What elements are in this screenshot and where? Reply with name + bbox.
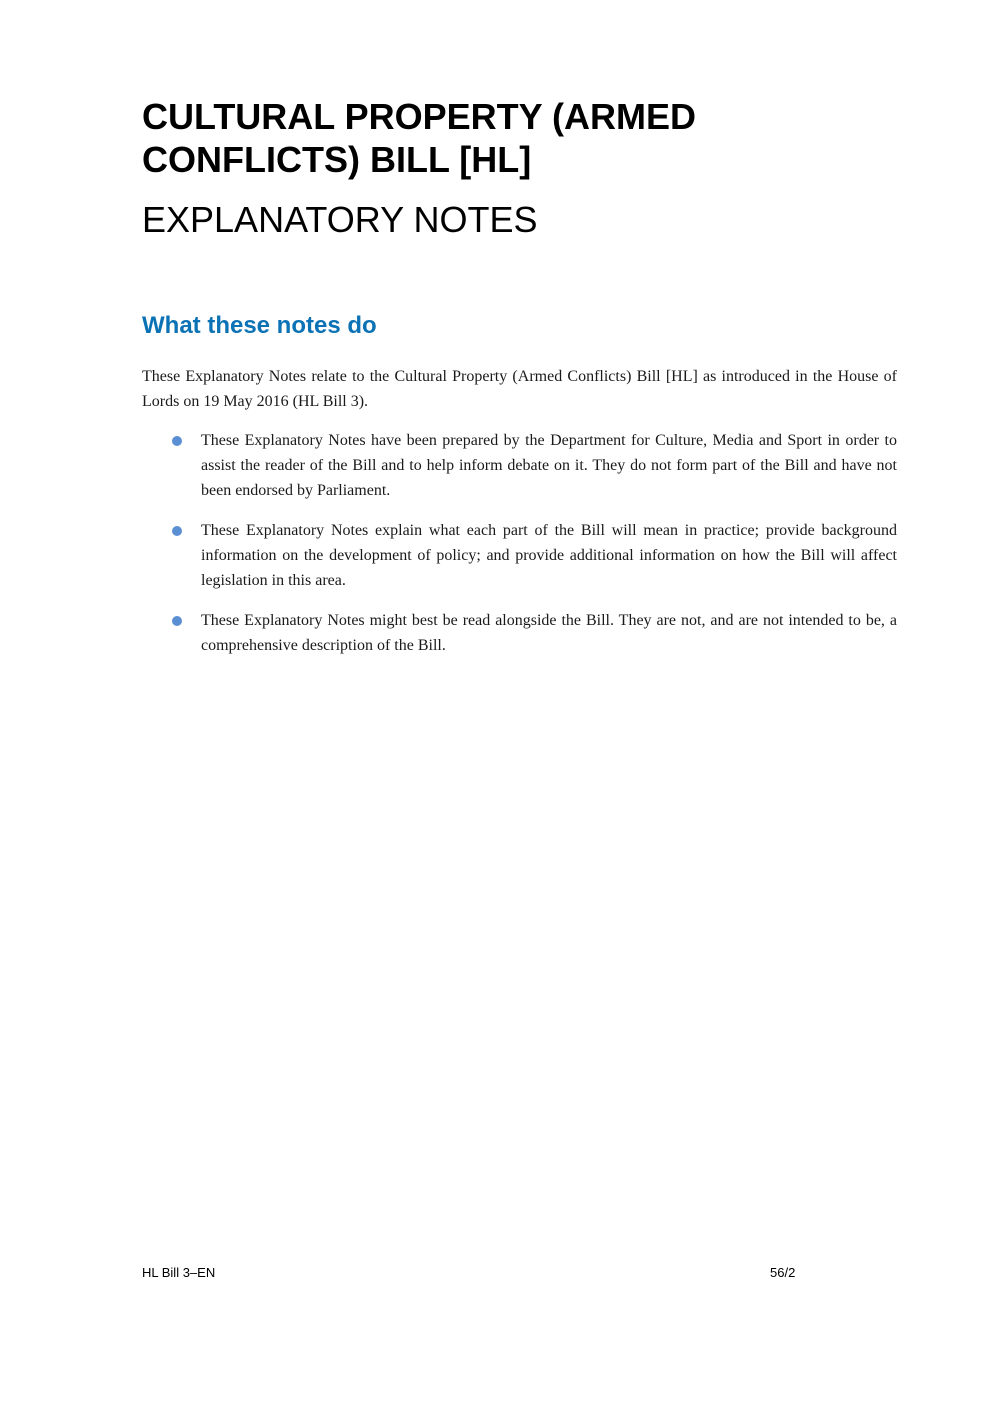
bullet-list xyxy=(142,428,897,673)
footer-page-code: 56/2 xyxy=(770,1265,796,1280)
section-heading: What these notes do xyxy=(142,312,377,339)
bullet-item xyxy=(142,428,897,503)
bullet-dot-icon xyxy=(172,436,182,446)
bullet-item xyxy=(142,608,897,658)
bullet-item xyxy=(142,518,897,593)
bullet-dot-icon xyxy=(172,616,182,626)
bullet-dot-icon xyxy=(172,526,182,536)
bullet-text: These Explanatory Notes have been prepared by the Department for Culture, Media and Sport in order to assist the reader of the Bill and to help inform debate on it. They do not form part of the Bill and have not been endorsed by Parliament. xyxy=(201,432,897,499)
bullet-text: These Explanatory Notes might best be read alongside the Bill. They are not, and are not intended to be, a comprehensive description of the Bill. xyxy=(201,612,897,654)
bill-title: CULTURAL PROPERTY (ARMED CONFLICTS) BILL [HL] xyxy=(142,96,697,180)
bullet-text: These Explanatory Notes explain what each part of the Bill will mean in practice; provide background information on the development of policy; and provide additional information on how the Bill will affect legislation in this area. xyxy=(201,522,897,589)
footer-bill-reference: HL Bill 3–EN xyxy=(142,1265,216,1280)
document-subtitle: EXPLANATORY NOTES xyxy=(142,199,538,240)
intro-paragraph: These Explanatory Notes relate to the Cultural Property (Armed Conflicts) Bill [HL] as introduced in the House of Lords on 19 May 2016 (HL Bill 3). xyxy=(142,368,897,410)
